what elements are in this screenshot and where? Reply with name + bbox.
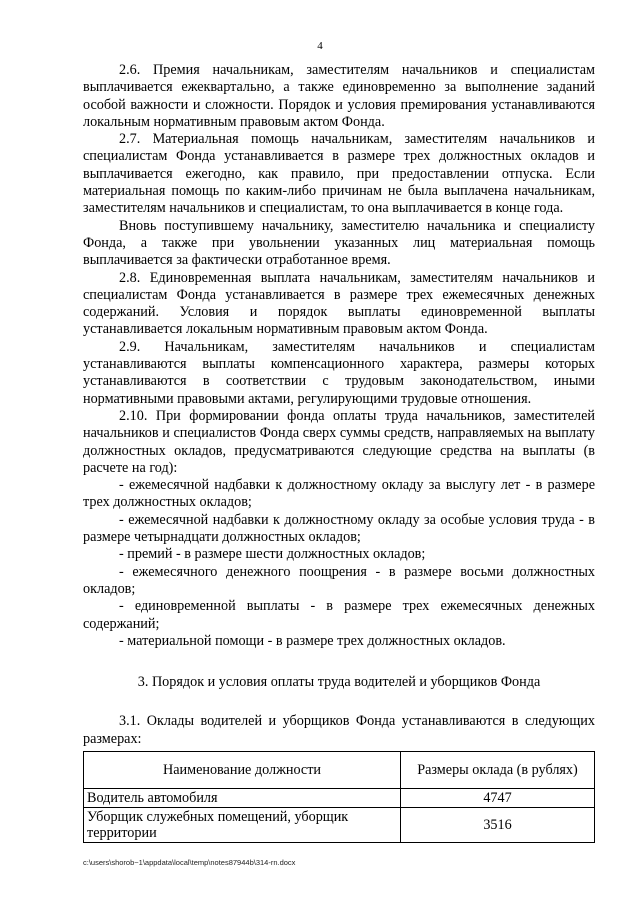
footer-file-path: c:\users\shorob~1\appdata\local\temp\notes87944b\314-rn.docx [83,858,296,867]
table-header-row [84,751,595,788]
paragraph-2-6: 2.6. Премия начальникам, заместителям начальников и специалистам выплачивается ежеквартально, а также единовременно за выполнение заданий особой важности и сложности. Порядок и условия премирования устанавливаются локальным нормативным правовым актом Фонда. [83,62,595,130]
header-salary-size: Размеры оклада (в рублях) [401,751,595,788]
paragraph-new-employee: Вновь поступившему начальнику, заместителю начальника и специалисту Фонда, а также при увольнении указанных лиц материальная помощь выплачивается за фактически отработанное время. [83,217,595,269]
row-salary-value: 4747 [401,788,595,807]
paragraph-2-9: 2.9. Начальникам, заместителям начальников и специалистам устанавливаются выплаты компенсационного характера, размеры которых устанавливаются в соответствии с трудовым законодательством, иными нормативными правовыми актами, регулирующими трудовые отношения. [83,338,595,407]
document-body [83,62,595,843]
header-position-name: Наименование должности [84,751,401,788]
paragraph-3-1: 3.1. Оклады водителей и уборщиков Фонда устанавливаются в следующих размерах: [83,713,595,747]
list-item: - ежемесячного денежного поощрения - в размере восьми должностных окладов; [83,563,595,597]
paragraph-2-7: 2.7. Материальная помощь начальникам, заместителям начальников и специалистам Фонда устанавливается в размере трех должностных окладов и выплачивается ежегодно, как правило, при предоставлении отпуска. Если материальная помощь по каким-либо причинам не была выплачена начальникам, заместителям начальников и специалистам, то она выплачивается в конце года. [83,131,595,217]
section-3-heading: 3. Порядок и условия оплаты труда водителей и уборщиков Фонда [137,674,541,691]
list-item: - единовременной выплаты - в размере трех ежемесячных денежных содержаний; [83,598,595,632]
page-number: 4 [317,40,323,52]
list-item: - ежемесячной надбавки к должностному окладу за выслугу лет - в размере трех должностных окладов; [83,477,595,511]
list-item: - ежемесячной надбавки к должностному окладу за особые условия труда - в размере четырнадцати должностных окладов; [83,511,595,546]
row-position-name: Уборщик служебных помещений, уборщик территории [84,807,401,842]
paragraph-2-8: 2.8. Единовременная выплата начальникам, заместителям начальников и специалистам Фонда устанавливается в размере трех ежемесячных денежных содержаний. Условия и порядок выплаты единовременной выплаты устанавливается локальным нормативным правовым актом Фонда. [83,269,595,338]
table-row [84,807,595,842]
list-item: - премий - в размере шести должностных окладов; [119,546,426,563]
table-row [84,788,595,807]
row-salary-value: 3516 [401,807,595,842]
salary-table [83,751,595,843]
paragraph-2-10: 2.10. При формировании фонда оплаты труда начальников, заместителей начальников и специалистов Фонда сверх суммы средств, направляемых на выплату должностных окладов, предусматриваются следующие средства на выплаты (в расчете на год): [83,407,595,476]
list-item: - материальной помощи - в размере трех должностных окладов. [119,632,506,649]
row-position-name: Водитель автомобиля [84,788,401,807]
